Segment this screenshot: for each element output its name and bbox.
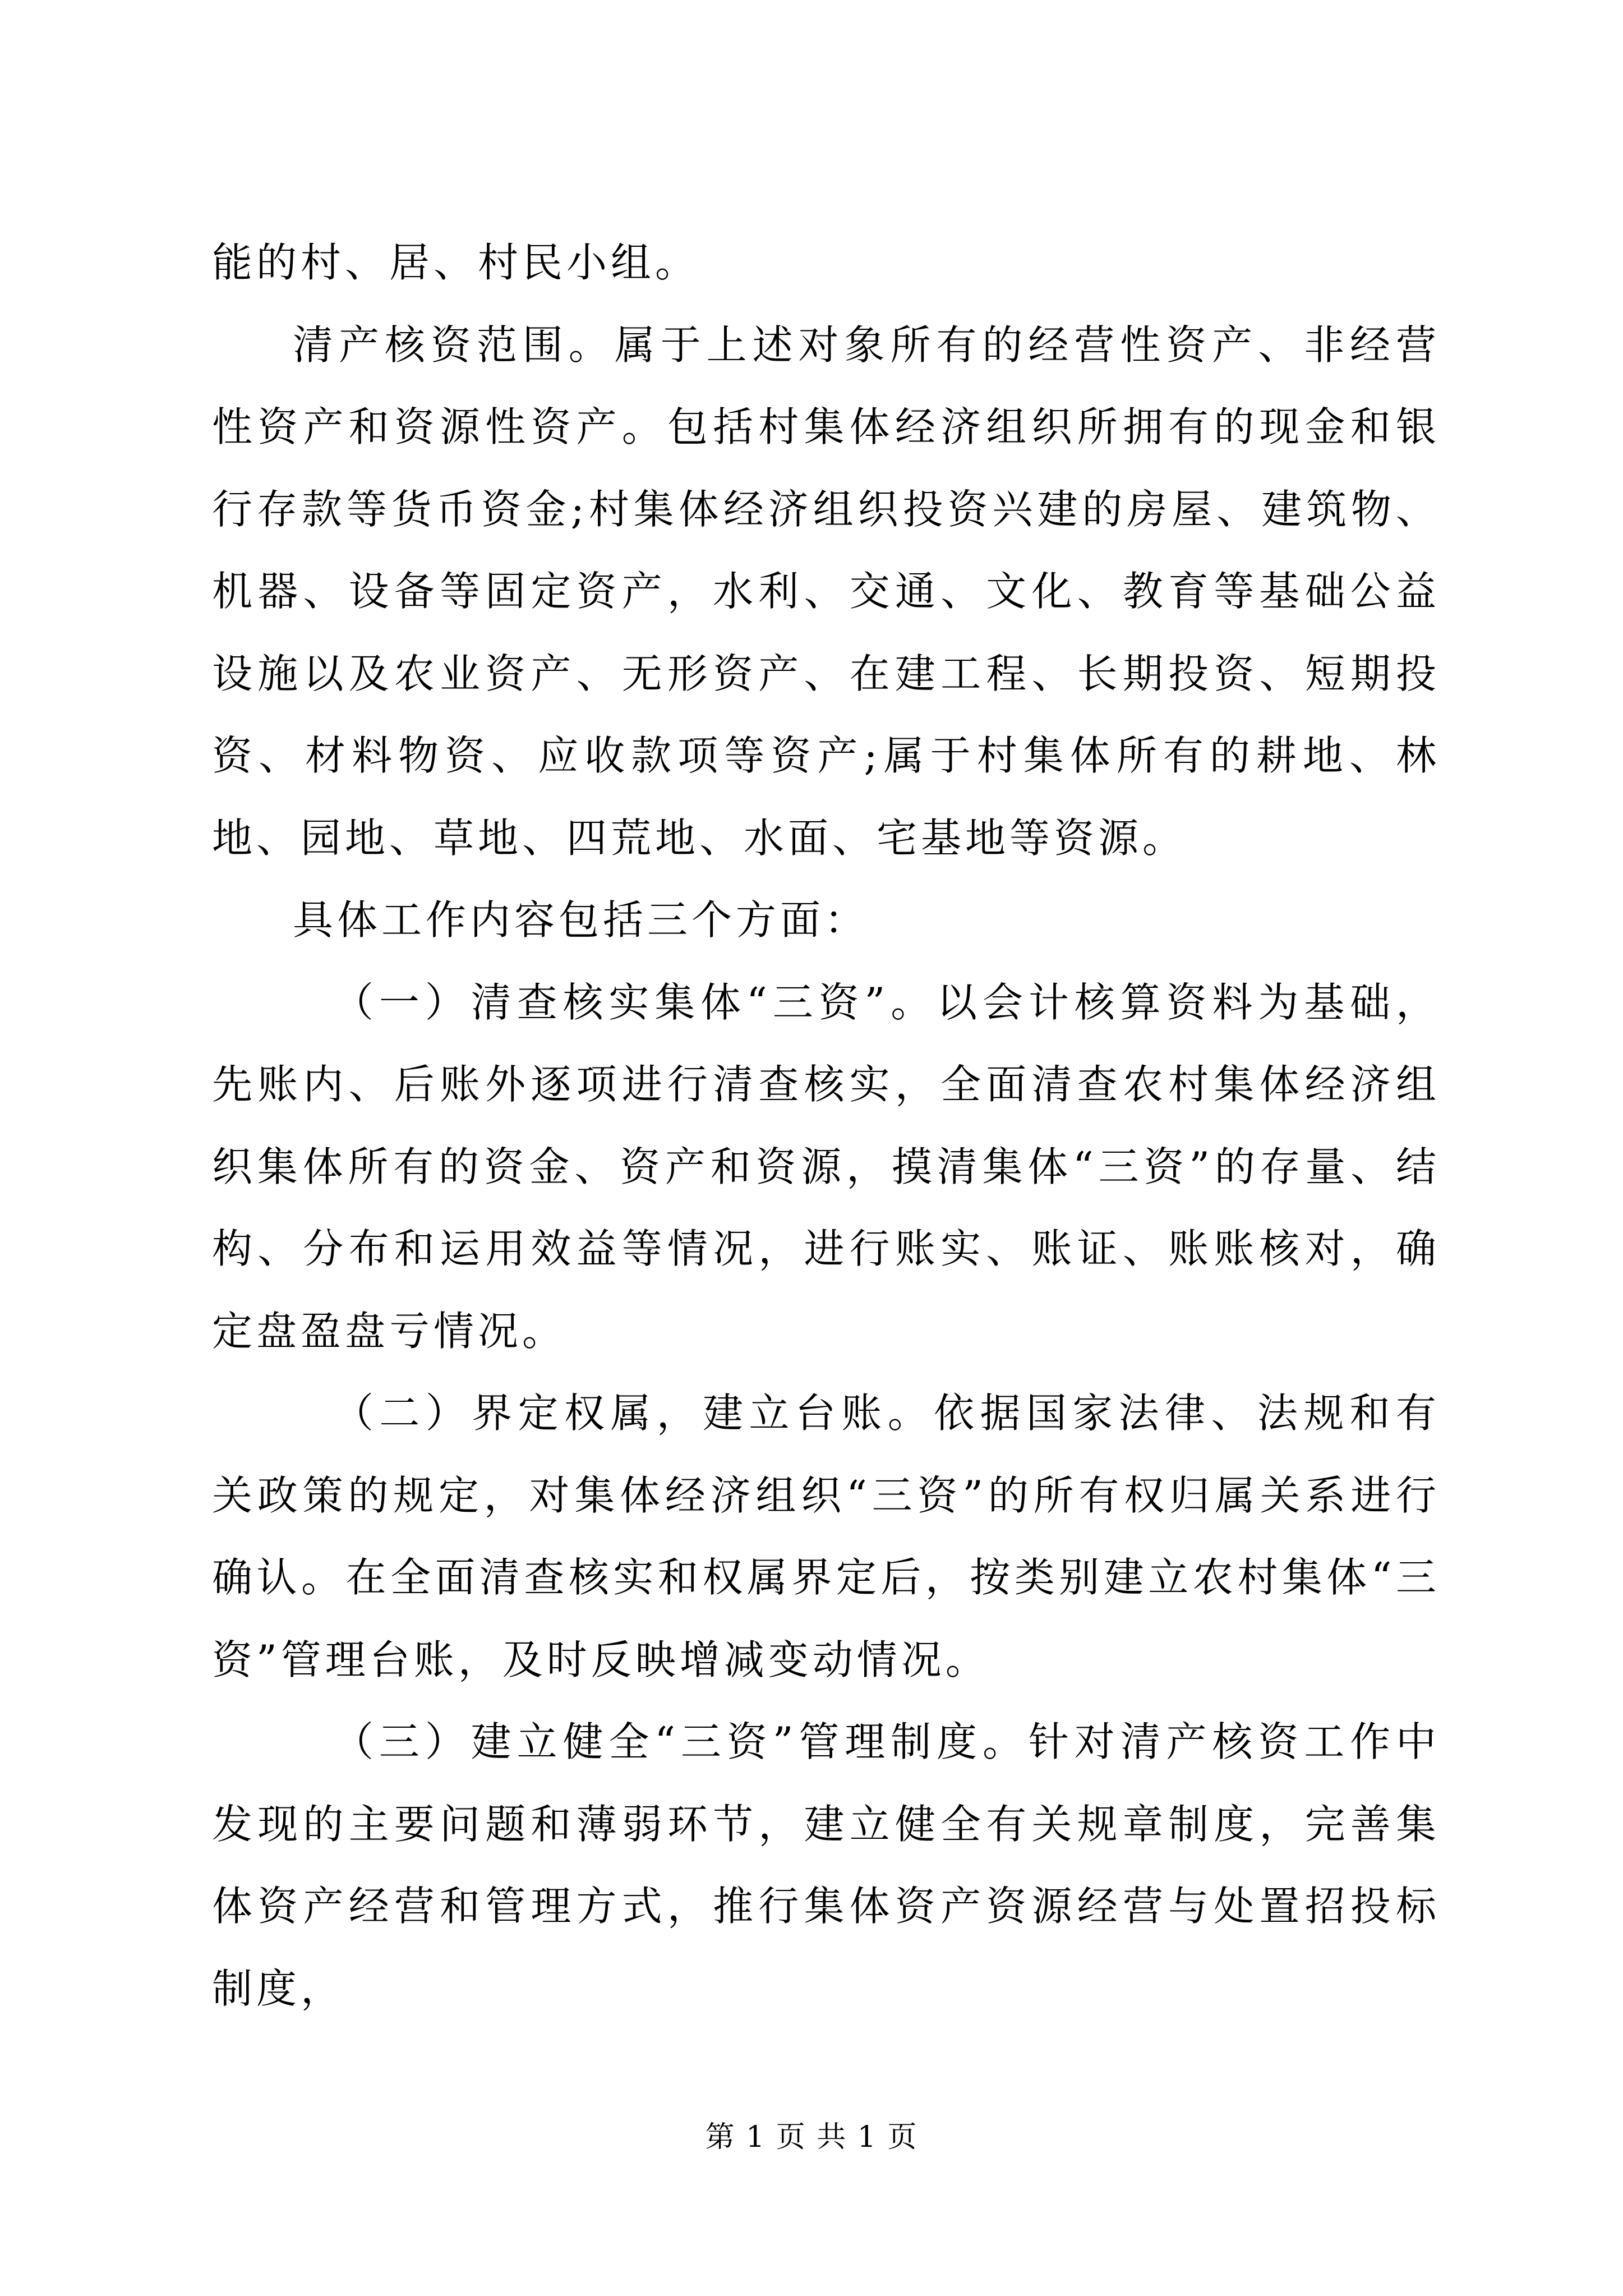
paragraph-item-3: （三）建立健全“三资”管理制度。针对清产核资工作中发现的主要问题和薄弱环节，建立健全有关规章制度，完善集体资产经营和管理方式，推行集体资产资源经营与处置招投标制度， [212,1718,1440,2012]
document-body [212,222,1440,2030]
paragraph-scope: 清产核资范围。属于上述对象所有的经营性资产、非经营性资产和资源性资产。包括村集体经济组织所拥有的现金和银行存款等货币资金;村集体经济组织投资兴建的房屋、建筑物、机器、设备等固定资产，水利、交通、文化、教育等基础公益设施以及农业资产、无形资产、在建工程、长期投资、短期投资、材料物资、应收款项等资产;属于村集体所有的耕地、林地、园地、草地、四荒地、水面、宅基地等资源。 [212,321,1440,862]
paragraph-continuation: 能的村、居、村民小组。 [212,239,700,286]
paragraph-work-content-intro: 具体工作内容包括三个方面： [293,896,869,944]
page-footer: 第 1 页 共 1 页 [705,2120,918,2154]
paragraph-item-1: （一）清查核实集体“三资”。以会计核算资料为基础，先账内、后账外逐项进行清查核实，全面清查农村集体经济组织集体所有的资金、资产和资源，摸清集体“三资”的存量、结构、分布和运用效益等情况，进行账实、账证、账账核对，确定盘盈盘亏情况。 [212,978,1440,1355]
paragraph-item-2: （二）界定权属，建立台账。依据国家法律、法规和有关政策的规定，对集体经济组织“三资”的所有权归属关系进行确认。在全面清查核实和权属界定后，按类别建立农村集体“三资”管理台账，及时反映增减变动情况。 [212,1389,1440,1683]
